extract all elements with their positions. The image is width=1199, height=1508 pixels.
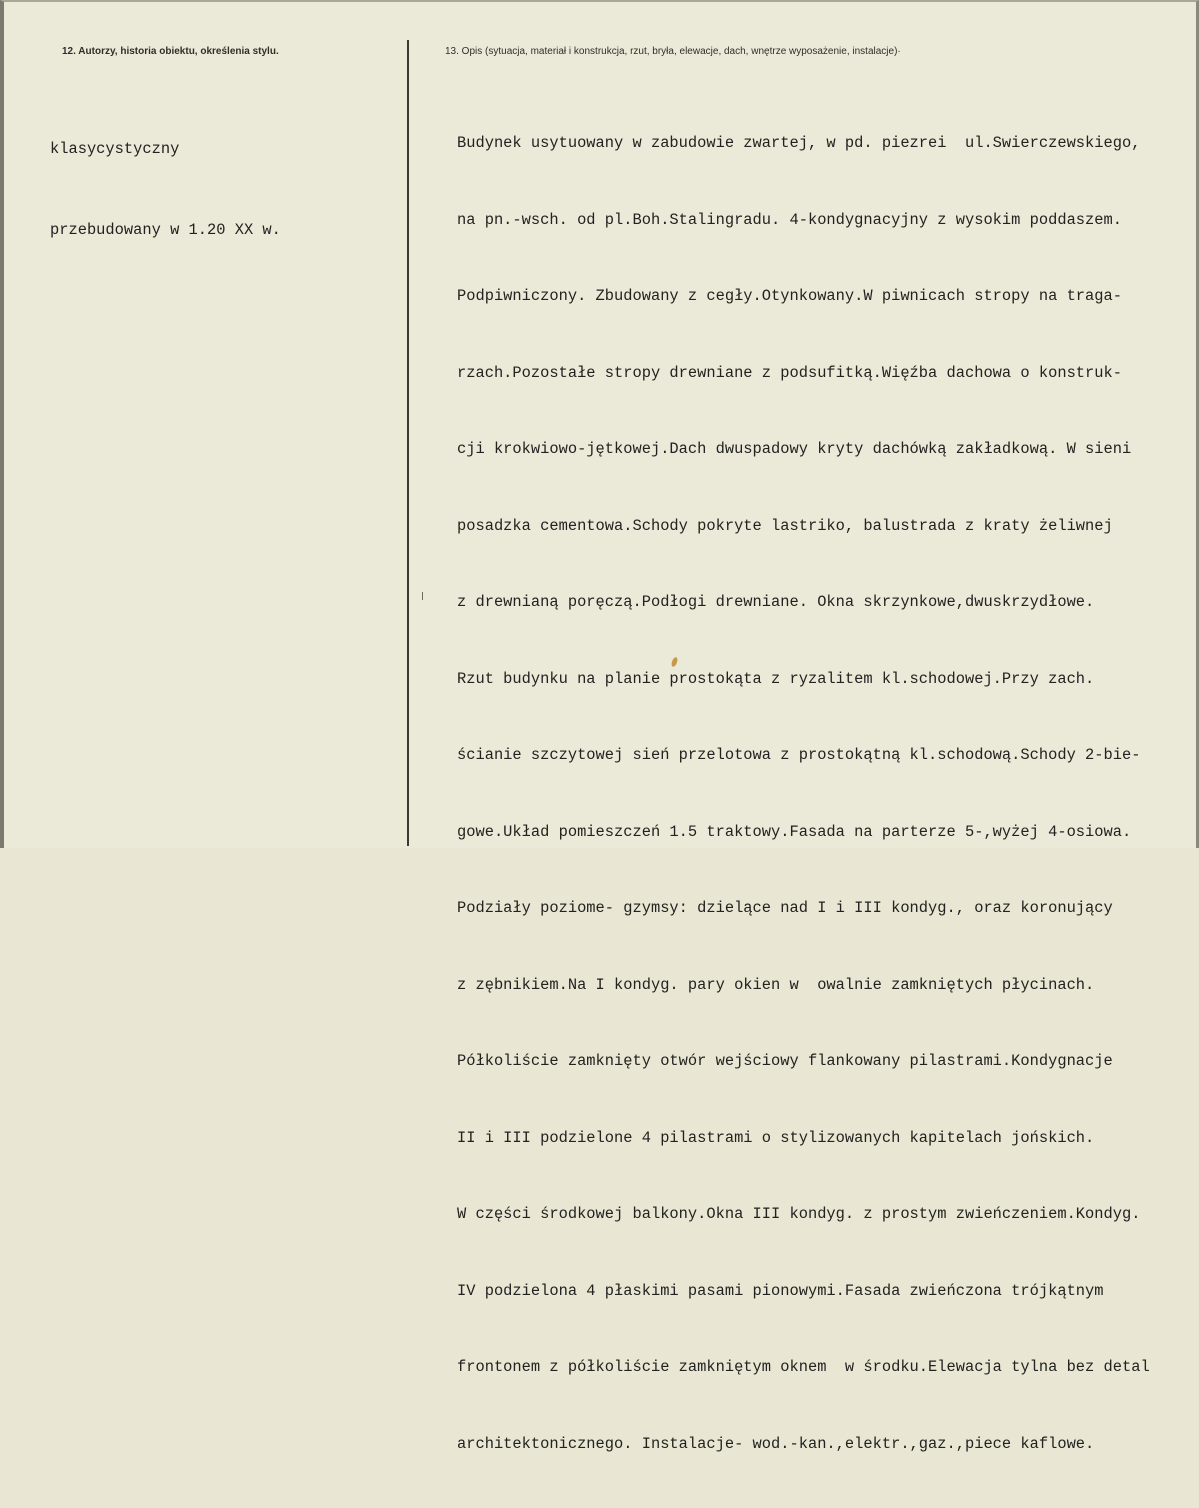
description-line: rzach.Pozostałe stropy drewniane z podsufitką.Więźba dachowa o konstruk-	[457, 363, 1122, 382]
description-line: cji krokwiowo-jętkowej.Dach dwuspadowy kryty dachówką zakładkową. W sieni	[457, 440, 1132, 458]
description-line: frontonem z półkoliście zamkniętym oknem w środku.Elewacja tylna bez detal	[457, 1358, 1150, 1376]
style-line: klasycystyczny	[50, 140, 180, 158]
style-line: przebudowany w 1.20 XX w.	[50, 221, 281, 239]
description-line: na pn.-wsch. od pl.Boh.Stalingradu. 4-kondygnacyjny z wysokim poddaszem.	[457, 210, 1122, 229]
description-line: Podpiwniczony. Zbudowany z cegły.Otynkowany.W piwnicach stropy na traga-	[457, 287, 1122, 305]
description-line: Rzut budynku na planie prostokąta z ryzalitem kl.schodowej.Przy zach.	[457, 669, 1095, 688]
description-line: Budynek usytuowany w zabudowie zwartej, w pd. piezrei ul.Swierczewskiego,	[457, 134, 1141, 152]
description-line: Podziały poziome- gzymsy: dzielące nad I i III kondyg., oraz koronujący	[457, 899, 1113, 917]
description-line: z drewnianą poręczą.Podłogi drewniane. Okna skrzynkowe,dwuskrzydłowe.	[457, 593, 1095, 611]
description-line: architektonicznego. Instalacje- wod.-kan.,elektr.,gaz.,piece kaflowe.	[457, 1434, 1095, 1453]
description-line: z zębnikiem.Na I kondyg. pary okien w owalnie zamkniętych płycinach.	[457, 975, 1095, 994]
description-line: gowe.Układ pomieszczeń 1.5 traktowy.Fasada na parterze 5-,wyżej 4-osiowa.	[457, 822, 1132, 841]
style-notes	[50, 82, 281, 298]
pen-mark	[422, 592, 423, 600]
description-line: W części środkowej balkony.Okna III kondyg. z prostym zwieńczeniem.Kondyg.	[457, 1205, 1141, 1223]
description-line: posadzka cementowa.Schody pokryte lastriko, balustrada z kraty żeliwnej	[457, 516, 1113, 535]
section-13-heading: 13. Opis (sytuacja, materiał i konstrukcja, rzut, bryła, elewacje, dach, wnętrze wyposażenie, instalacje)·	[445, 46, 901, 57]
description-line: Półkoliście zamknięty otwór wejściowy flankowany pilastrami.Kondygnacje	[457, 1052, 1113, 1070]
description-line: IV podzielona 4 płaskimi pasami pionowymi.Fasada zwieńczona trójkątnym	[457, 1281, 1104, 1300]
section-12-heading: 12. Autorzy, historia obiektu, określenia stylu.	[62, 46, 279, 57]
building-description	[457, 80, 1199, 1508]
column-divider	[407, 40, 409, 846]
description-line: ścianie szczytowej sień przelotowa z prostokątną kl.schodową.Schody 2-bie-	[457, 746, 1141, 764]
description-line: II i III podzielone 4 pilastrami o stylizowanych kapitelach jońskich.	[457, 1128, 1095, 1147]
